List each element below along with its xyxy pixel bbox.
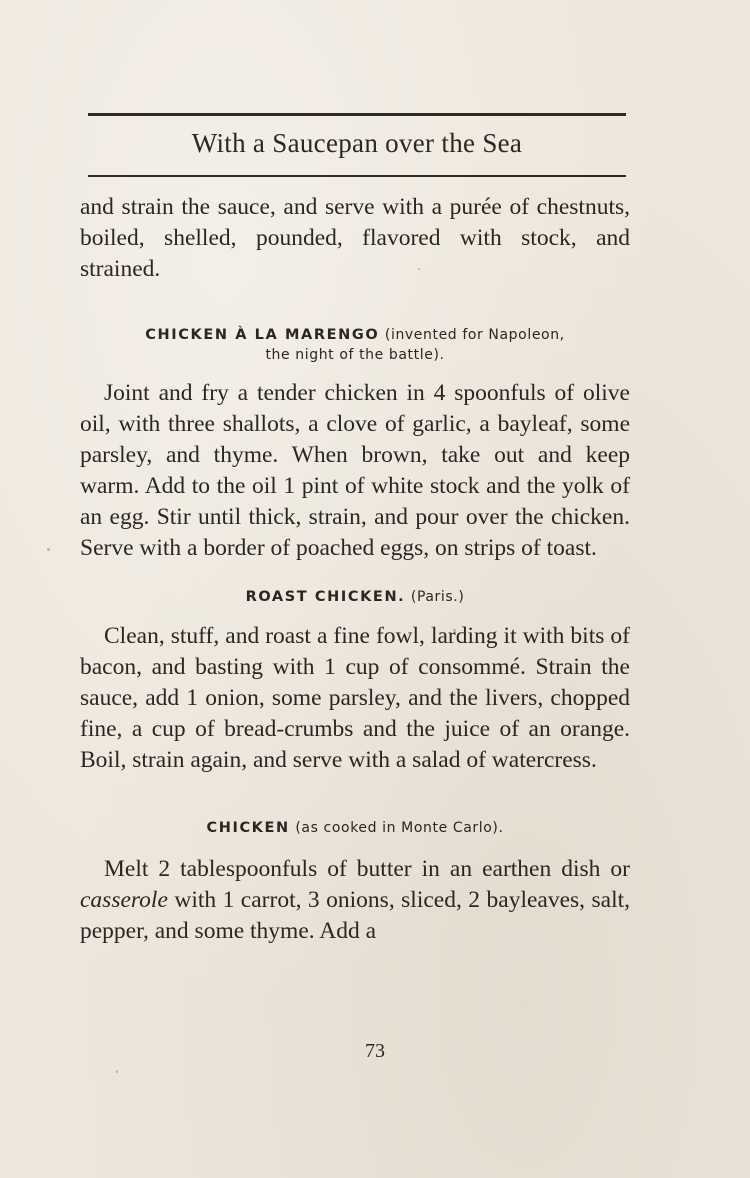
- recipe-body-text: Joint and fry a tender chicken in 4 spoonfuls of olive oil, with three shallots, a clove of garlic, a bayleaf, some parsley, and thyme. When brown, take out and keep warm. Add to the oil 1 pint of white stock and the yolk of an egg. Stir until thick, strain, and pour over the chicken. Serve with a border of poached eggs, on strips of toast.: [80, 380, 630, 561]
- recipe-note: (as cooked in Monte Carlo).: [295, 820, 504, 836]
- recipe-title: ROAST CHICKEN.: [245, 589, 406, 605]
- recipe-body-marengo: [80, 378, 630, 564]
- continuation-paragraph: and strain the sauce, and serve with a purée of chestnuts, boiled, shelled, pounded, flavored with stock, and strained.: [80, 194, 630, 282]
- header-rule-top: [88, 113, 626, 116]
- recipe-heading-roast: [80, 587, 630, 607]
- running-head: With a Saucepan over the Sea: [191, 128, 523, 158]
- recipe-body-text-end: with 1 carrot, 3 onions, sliced, 2 bayleaves, salt, pepper, and some thyme. Add a: [80, 887, 631, 944]
- recipe-title: CHICKEN À LA MARENGO: [145, 327, 380, 343]
- recipe-body-roast: [80, 621, 630, 776]
- page-content: [80, 192, 630, 947]
- recipe-body-italic: casserole: [80, 887, 168, 913]
- page-number: 73: [365, 1040, 385, 1062]
- paper-speck: [47, 548, 50, 551]
- recipe-heading-monte-carlo: [80, 818, 630, 838]
- recipe-title: CHICKEN: [206, 820, 290, 836]
- recipe-note-line2: the night of the battle).: [265, 347, 445, 363]
- recipe-body-monte-carlo: [80, 854, 630, 947]
- paper-speck: [453, 629, 456, 632]
- paper-speck: [116, 1070, 118, 1073]
- recipe-body-text-start: Melt 2 tablespoonfuls of butter in an earthen dish or: [104, 856, 630, 882]
- recipe-note: (Paris.): [410, 589, 465, 605]
- paper-speck: [418, 268, 420, 270]
- header-rule-bottom: [88, 175, 626, 177]
- recipe-note: (invented for Napoleon,: [384, 327, 565, 343]
- recipe-heading-marengo: [80, 325, 630, 365]
- recipe-body-text: Clean, stuff, and roast a fine fowl, larding it with bits of bacon, and basting with 1 cup of consommé. Strain the sauce, add 1 onion, some parsley, and the livers, chopped fine, a cup of bread-crumbs and the juice of an orange. Boil, strain again, and serve with a salad of watercress.: [80, 623, 630, 773]
